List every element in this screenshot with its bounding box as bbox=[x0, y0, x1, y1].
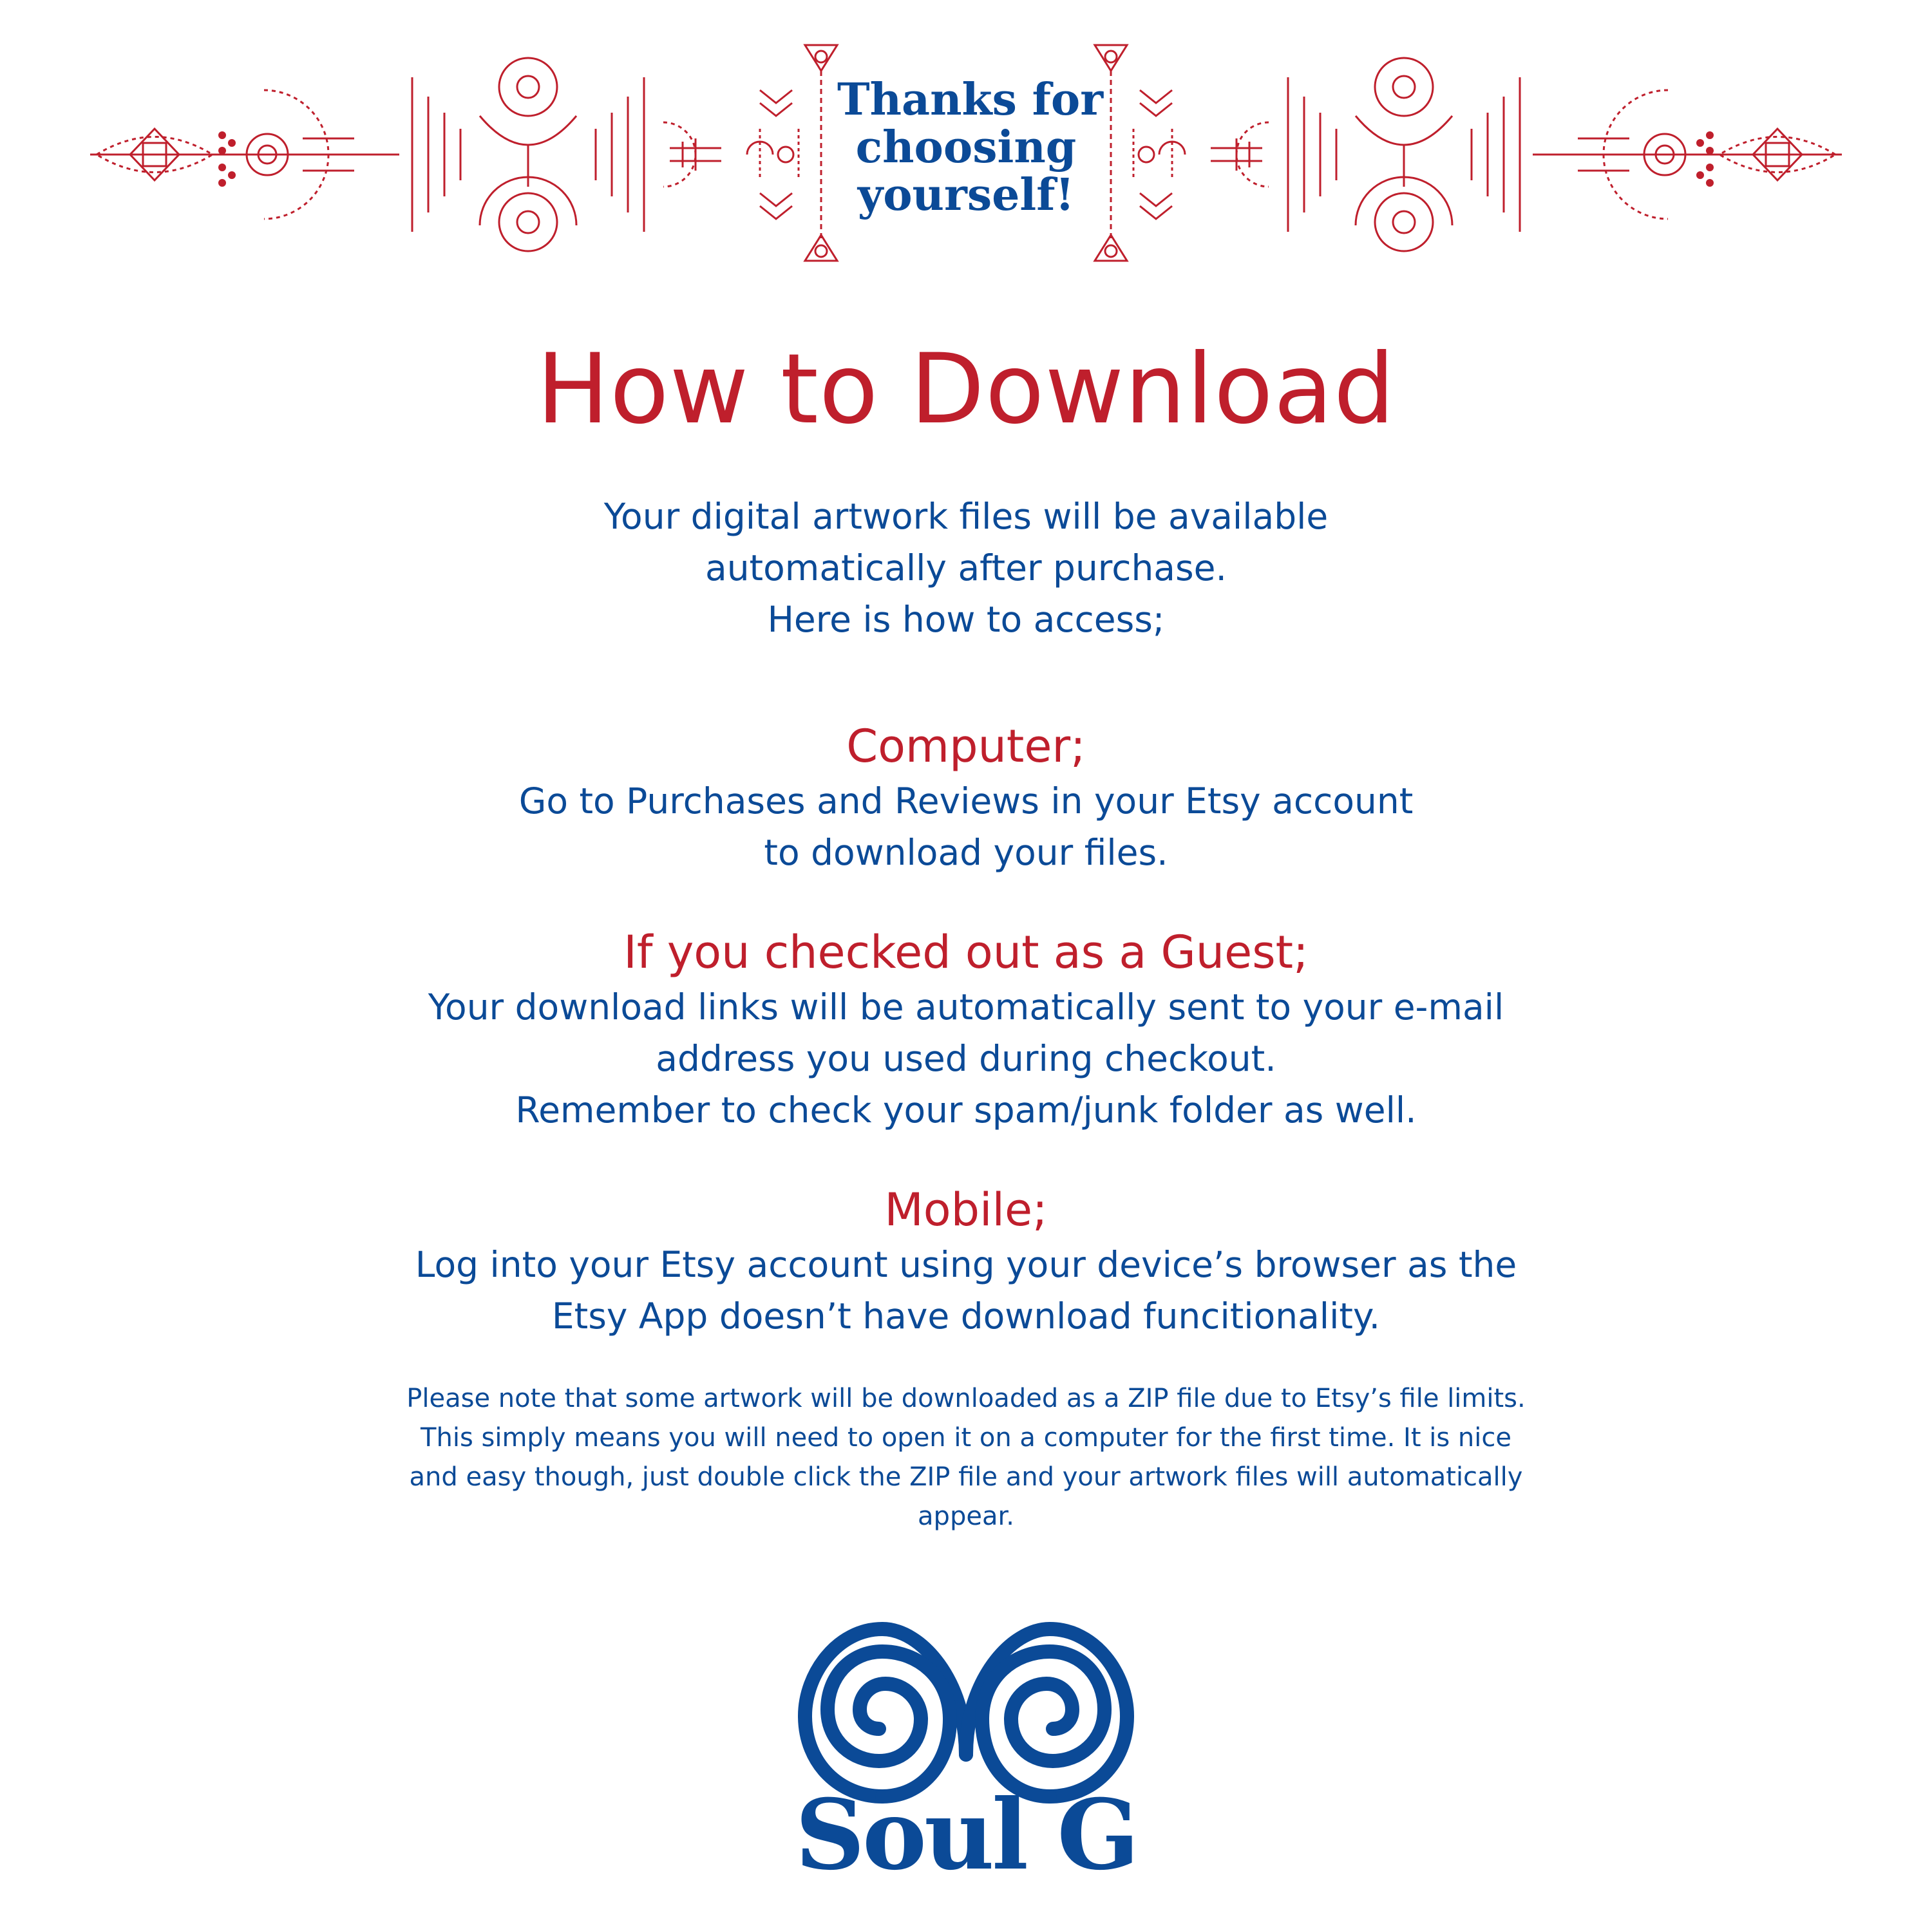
section-computer bbox=[0, 717, 1932, 878]
section-mobile bbox=[0, 1181, 1932, 1342]
section-guest bbox=[0, 923, 1932, 1136]
note-line: This simply means you will need to open it on a computer for the first time. It is nice bbox=[421, 1423, 1511, 1453]
thanks-line: Thanks for bbox=[837, 74, 1104, 126]
section-line: Log into your Etsy account using your device’s browser as the bbox=[415, 1244, 1517, 1285]
thanks-message bbox=[837, 74, 1104, 221]
note-line: and easy though, just double click the ZIP file and your artwork files will automatically bbox=[409, 1462, 1523, 1492]
intro-line: automatically after purchase. bbox=[705, 547, 1227, 589]
intro-text bbox=[0, 491, 1932, 645]
section-line: to download your files. bbox=[764, 832, 1168, 873]
note-line: Please note that some artwork will be downloaded as a ZIP file due to Etsy’s file limits. bbox=[406, 1384, 1526, 1413]
main-content bbox=[0, 335, 1932, 1536]
section-heading: Computer; bbox=[846, 720, 1086, 773]
thanks-line: yourself! bbox=[857, 169, 1075, 221]
brand-logo-text: Soul G bbox=[795, 1778, 1137, 1892]
section-line: address you used during checkout. bbox=[656, 1038, 1276, 1079]
left-ornament bbox=[90, 45, 837, 261]
section-line: Etsy App doesn’t have download funcitionality. bbox=[551, 1295, 1381, 1337]
section-line: Remember to check your spam/junk folder as well. bbox=[515, 1089, 1417, 1131]
right-ornament bbox=[1095, 45, 1842, 261]
thanks-line: choosing bbox=[855, 122, 1077, 173]
section-heading: If you checked out as a Guest; bbox=[623, 926, 1309, 979]
section-line: Go to Purchases and Reviews in your Etsy account bbox=[518, 780, 1414, 822]
intro-line: Here is how to access; bbox=[767, 599, 1165, 640]
section-line: Your download links will be automatically sent to your e-mail bbox=[428, 986, 1504, 1028]
zip-note bbox=[0, 1379, 1932, 1536]
intro-line: Your digital artwork files will be available bbox=[603, 496, 1329, 537]
note-line: appear. bbox=[918, 1502, 1014, 1531]
section-heading: Mobile; bbox=[884, 1183, 1048, 1236]
page-title: How to Download bbox=[536, 334, 1396, 446]
